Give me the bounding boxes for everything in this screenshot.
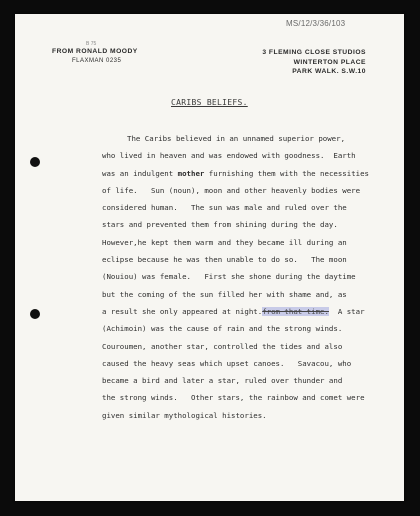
text-segment: stars and prevented them from shining during the day. <box>102 220 338 230</box>
address-line: PARK WALK. S.W.10 <box>292 68 366 75</box>
text-segment: who lived in heaven and was endowed with goodness. Earth <box>102 151 356 161</box>
text-segment: However,he kept them warm and they became ill during an <box>102 237 347 247</box>
text-segment: was an indulgent <box>102 168 178 178</box>
text-segment: a result she only appeared at night. <box>102 306 263 316</box>
text-segment: became a bird and later a star, ruled over thunder and <box>102 376 343 386</box>
text-segment: mother <box>177 168 205 178</box>
text-line <box>102 320 398 337</box>
pencil-mark: B 75 <box>86 41 97 47</box>
text-line <box>102 286 398 303</box>
text-segment: furnishing them with the necessities <box>204 168 369 178</box>
struck-text: from that time. <box>262 306 329 316</box>
sender-address <box>262 48 366 77</box>
text-segment: A star <box>328 306 365 316</box>
punch-hole <box>30 309 40 319</box>
text-segment: The Caribs believed in an unnamed superior power, <box>127 134 346 143</box>
address-line: WINTERTON PLACE <box>293 58 366 66</box>
document-title: CARIBS BELIEFS. <box>171 98 248 107</box>
archive-reference: MS/12/3/36/103 <box>286 19 346 28</box>
text-line <box>102 389 398 406</box>
text-segment: of life. Sun (noun), moon and other heavenly bodies were <box>102 185 361 195</box>
text-line <box>102 338 398 355</box>
text-line <box>102 303 398 320</box>
address-line: 3 FLEMING CLOSE STUDIOS <box>262 49 366 56</box>
text-line <box>102 130 398 147</box>
text-line <box>102 165 398 182</box>
body-text <box>102 130 398 424</box>
text-segment: (Nouiou) was female. First she shone during the daytime <box>102 272 356 282</box>
text-segment: eclipse because he was then unable to do so. The moon <box>102 255 347 265</box>
text-segment: given similar mythological histories. <box>102 410 267 420</box>
text-line <box>102 199 398 216</box>
text-segment: considered human. The sun was male and ruled over the <box>102 203 347 213</box>
text-line <box>102 182 398 199</box>
text-line <box>102 372 398 389</box>
text-line <box>102 216 398 233</box>
text-line <box>102 355 398 372</box>
text-line <box>102 251 398 268</box>
punch-hole <box>30 157 40 167</box>
text-segment: caused the heavy seas which upset canoes. Savacou, who <box>102 358 352 368</box>
text-segment: but the coming of the sun filled her with shame and, as <box>102 289 347 299</box>
text-line <box>102 268 398 285</box>
text-segment: the strong winds. Other stars, the rainbow and comet were <box>102 393 365 403</box>
text-line <box>102 407 398 424</box>
text-line <box>102 234 398 251</box>
text-segment: (Achimoin) was the cause of rain and the strong winds. <box>102 324 343 334</box>
text-line <box>102 147 398 164</box>
text-segment: Couroumen, another star, controlled the tides and also <box>102 341 343 351</box>
sender-phone: FLAXMAN 0235 <box>72 58 122 64</box>
sender-name: FROM RONALD MOODY <box>52 48 138 55</box>
